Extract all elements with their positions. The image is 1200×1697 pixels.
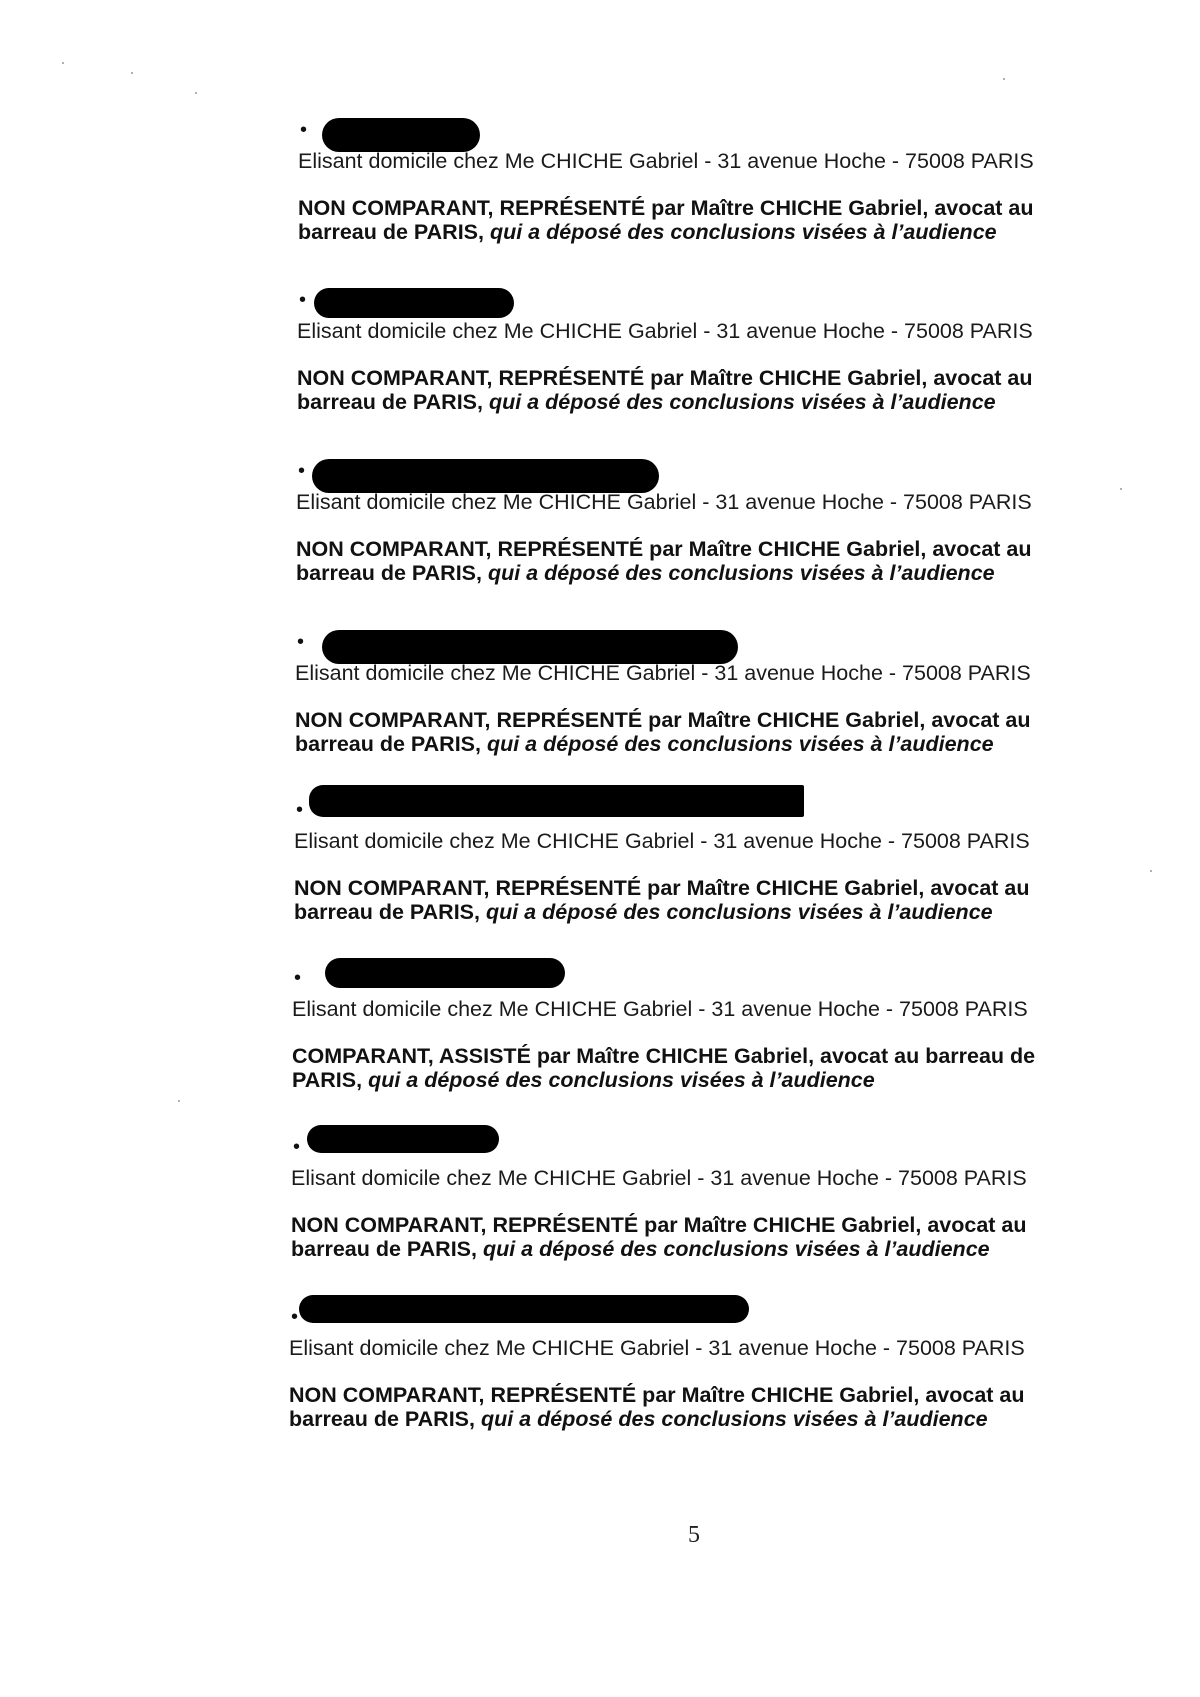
status-line-1: NON COMPARANT, REPRÉSENTÉ par Maître CHICHE Gabriel, avocat au — [297, 366, 1033, 390]
scan-speck — [178, 1100, 180, 1102]
address-line: Elisant domicile chez Me CHICHE Gabriel - 31 avenue Hoche - 75008 PARIS — [297, 319, 1033, 343]
redacted-name-block — [325, 958, 565, 988]
status-paragraph — [294, 876, 1134, 924]
status-line-2-plain: barreau de PARIS, — [289, 1407, 481, 1431]
status-line-2 — [297, 390, 1137, 414]
page-number: 5 — [688, 1522, 700, 1548]
bullet-marker: • — [291, 1306, 299, 1328]
status-line-1: NON COMPARANT, REPRÉSENTÉ par Maître CHICHE Gabriel, avocat au — [294, 876, 1030, 900]
status-line-1: NON COMPARANT, REPRÉSENTÉ par Maître CHICHE Gabriel, avocat au — [295, 708, 1031, 732]
status-line-2-plain: barreau de PARIS, — [295, 732, 487, 756]
status-line-1: NON COMPARANT, REPRÉSENTÉ par Maître CHICHE Gabriel, avocat au — [298, 196, 1034, 220]
address-line: Elisant domicile chez Me CHICHE Gabriel - 31 avenue Hoche - 75008 PARIS — [292, 997, 1028, 1021]
bullet-marker: • — [294, 967, 302, 989]
status-line-2 — [292, 1068, 1132, 1092]
scan-speck — [131, 72, 133, 74]
scan-speck — [195, 92, 197, 94]
status-line-2-italic: qui a déposé des conclusions visées à l’audience — [368, 1068, 875, 1092]
address-line: Elisant domicile chez Me CHICHE Gabriel - 31 avenue Hoche - 75008 PARIS — [289, 1336, 1025, 1360]
scan-speck — [1003, 78, 1005, 80]
redacted-name-block — [322, 630, 738, 664]
status-line-2-italic: qui a déposé des conclusions visées à l’audience — [482, 1237, 990, 1261]
bullet-marker: • — [297, 631, 305, 653]
status-line-2 — [296, 561, 1136, 585]
status-paragraph — [295, 708, 1135, 756]
status-paragraph — [292, 1044, 1132, 1092]
redacted-name-block — [312, 459, 659, 493]
status-line-2-plain: barreau de PARIS, — [291, 1237, 483, 1261]
status-line-2-italic: qui a déposé des conclusions visées à l’audience — [485, 900, 993, 924]
address-line: Elisant domicile chez Me CHICHE Gabriel - 31 avenue Hoche - 75008 PARIS — [294, 829, 1030, 853]
status-line-1: COMPARANT, ASSISTÉ par Maître CHICHE Gabriel, avocat au barreau de — [292, 1044, 1036, 1068]
status-paragraph — [298, 196, 1138, 244]
bullet-marker: • — [298, 460, 306, 482]
status-line-2-italic: qui a déposé des conclusions visées à l’audience — [487, 561, 995, 585]
redacted-name-block — [322, 118, 480, 152]
status-line-2-plain: barreau de PARIS, — [294, 900, 486, 924]
status-line-2-italic: qui a déposé des conclusions visées à l’audience — [480, 1407, 988, 1431]
status-line-2-plain: barreau de PARIS, — [298, 220, 490, 244]
bullet-marker: • — [296, 799, 304, 821]
redacted-name-block — [309, 785, 804, 817]
status-paragraph — [296, 537, 1136, 585]
status-paragraph — [297, 366, 1137, 414]
address-line: Elisant domicile chez Me CHICHE Gabriel - 31 avenue Hoche - 75008 PARIS — [291, 1166, 1027, 1190]
address-line: Elisant domicile chez Me CHICHE Gabriel - 31 avenue Hoche - 75008 PARIS — [298, 149, 1034, 173]
status-line-2-plain: barreau de PARIS, — [297, 390, 489, 414]
status-line-2-plain: barreau de PARIS, — [296, 561, 488, 585]
status-paragraph — [291, 1213, 1131, 1261]
status-line-2-italic: qui a déposé des conclusions visées à l’audience — [488, 390, 996, 414]
status-line-1: NON COMPARANT, REPRÉSENTÉ par Maître CHICHE Gabriel, avocat au — [291, 1213, 1027, 1237]
address-line: Elisant domicile chez Me CHICHE Gabriel - 31 avenue Hoche - 75008 PARIS — [296, 490, 1032, 514]
redacted-name-block — [314, 288, 514, 318]
bullet-marker: • — [293, 1136, 301, 1158]
status-line-2-italic: qui a déposé des conclusions visées à l’audience — [489, 220, 997, 244]
bullet-marker: • — [300, 119, 308, 141]
status-line-1: NON COMPARANT, REPRÉSENTÉ par Maître CHICHE Gabriel, avocat au — [289, 1383, 1025, 1407]
scan-speck — [1150, 870, 1152, 872]
status-line-2 — [289, 1407, 1129, 1431]
bullet-marker: • — [299, 289, 307, 311]
redacted-name-block — [299, 1295, 749, 1323]
status-line-2-italic: qui a déposé des conclusions visées à l’audience — [486, 732, 994, 756]
status-line-2 — [294, 900, 1134, 924]
scan-speck — [1120, 488, 1122, 490]
status-line-1: NON COMPARANT, REPRÉSENTÉ par Maître CHICHE Gabriel, avocat au — [296, 537, 1032, 561]
scan-speck — [62, 62, 64, 64]
address-line: Elisant domicile chez Me CHICHE Gabriel - 31 avenue Hoche - 75008 PARIS — [295, 661, 1031, 685]
redacted-name-block — [307, 1125, 499, 1153]
status-line-2 — [298, 220, 1138, 244]
status-paragraph — [289, 1383, 1129, 1431]
status-line-2-plain: PARIS, — [292, 1068, 369, 1092]
status-line-2 — [291, 1237, 1131, 1261]
status-line-2 — [295, 732, 1135, 756]
